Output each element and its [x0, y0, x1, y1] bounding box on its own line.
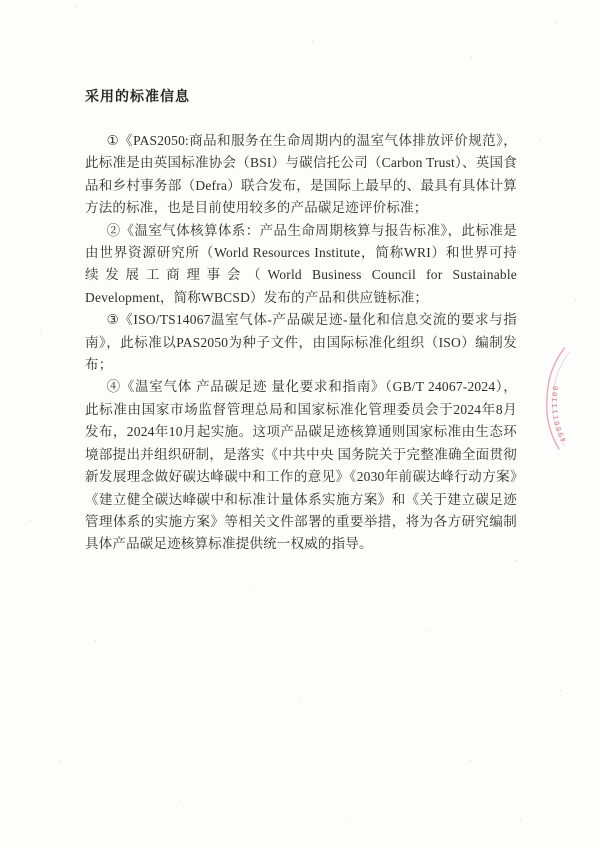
paragraph-standard-gbt24067: ④《温室气体 产品碳足迹 量化要求和指南》（GB/T 24067-2024），此标准由国家市场监督管理总局和国家标准化管理委员会于2024年8月发布，2024年10月起实施。这项产品碳足迹核算通则国家标准由生态环境部提出并组织研制，是落实《中共中央 国务院关于完整准确全面贯彻新发展理念做好碳达峰碳中和工作的意见》《2030年前碳达峰行动方案》《建立健全碳达峰碳中和标准计量体系实施方案》和《关于建立碳足迹管理体系的实施方案》等相关文件部署的重要举措，将为各方研究编制具体产品碳足迹核算标准提供统一权威的指导。 [85, 379, 517, 552]
document-body [85, 86, 517, 556]
stamp-outer-ring [544, 347, 564, 450]
stamp-arc-graphic [537, 343, 600, 456]
paragraph-standard-iso-ts14067: ③《ISO/TS14067温室气体-产品碳足迹-量化和信息交流的要求与指南》，此标准以PAS2050为种子文件，由国际标准化组织（ISO）编制发布； [85, 312, 517, 373]
paragraph-standard-ghg-protocol: ②《温室气体核算体系：产品生命周期核算与报告标准》，此标准是由世界资源研究所（World Resources Institute，简称WRI）和世界可持续发展工商理事会（World Business Council for Sustainable Development，简称WBCSD）发布的产品和供应链标准； [85, 222, 517, 305]
paragraph-standard-pas2050: ①《PAS2050:商品和服务在生命周期内的温室气体排放评价规范》，此标准是由英国标准协会（BSI）与碳信托公司（Carbon Trust）、英国食品和乡村事务部（Defra）联合发布，是国际上最早的、最具有具体计算方法的标准，也是目前使用较多的产品碳足迹评价标准； [85, 133, 517, 216]
section-title: 采用的标准信息 [85, 90, 190, 105]
stamp-serial: 4900111100 [550, 384, 569, 444]
stamp-serial-text [549, 384, 572, 444]
scan-noise [0, 0, 1, 1]
stamp-inner-ring [551, 351, 570, 446]
red-stamp-partial [537, 343, 600, 456]
